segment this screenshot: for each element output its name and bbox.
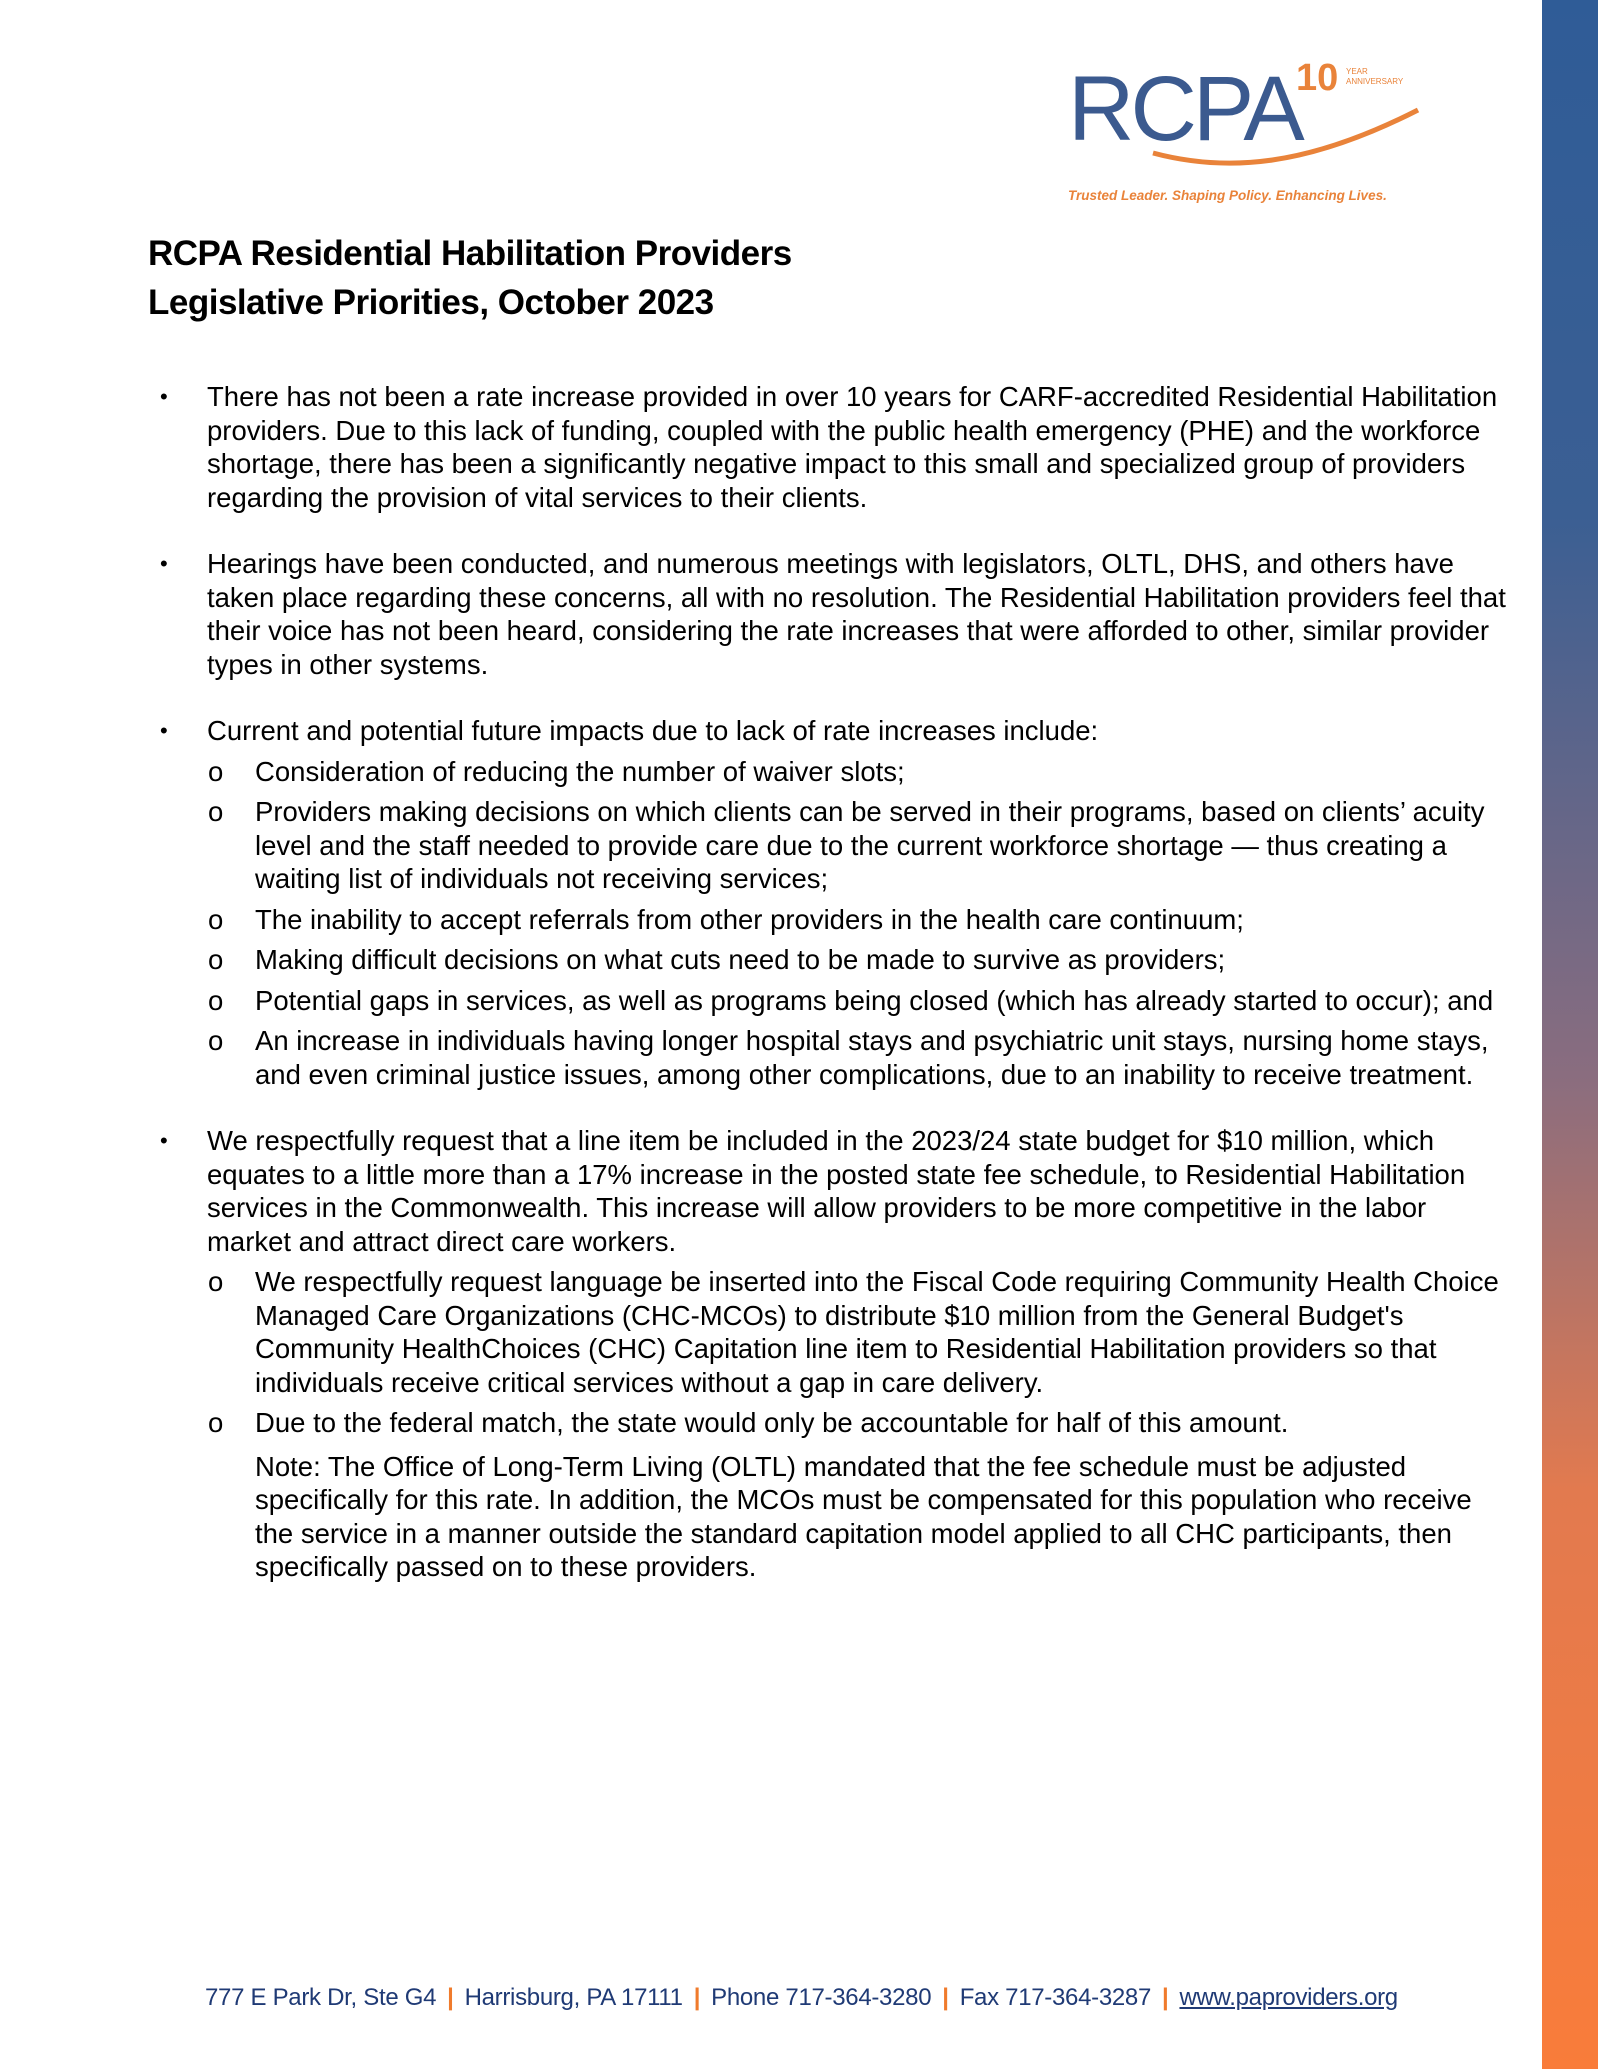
sub-item-text: The inability to accept referrals from other providers in the health care continuum; <box>255 903 1244 935</box>
footer-separator: | <box>447 1984 454 2011</box>
bullet-symbol: • <box>160 384 168 409</box>
sub-bullet-symbol: o <box>208 1266 224 1297</box>
sub-item <box>148 1265 1508 1399</box>
sub-bullet-symbol: o <box>208 984 224 1016</box>
footer-city: Harrisburg, PA 17111 <box>464 1984 683 2011</box>
sub-item-text: Providers making decisions on which clients can be served in their programs, based on clients’ acuity level and the staff needed to provide care due to the current workforce shortage — thus creating a waiting list of individuals not receiving services; <box>255 796 1485 894</box>
footer-contact <box>205 1984 1398 2012</box>
bullet-item <box>148 547 1508 681</box>
sub-item-text: Consideration of reducing the number of waiver slots; <box>255 755 905 787</box>
sub-bullet-symbol: o <box>208 1025 224 1056</box>
bullet-text: We respectfully request that a line item be included in the 2023/24 state budget for $10 million, which equates to a little more than a 17% increase in the posted state fee schedule, to Residential Habilitation services in the Commonwealth. This increase will allow providers to be more competitive in the labor market and attract direct care workers. <box>207 1125 1466 1257</box>
sub-item-text: Making difficult decisions on what cuts need to be made to survive as providers; <box>255 944 1226 975</box>
sub-bullet-symbol: o <box>208 796 224 827</box>
bullet-item <box>148 380 1508 514</box>
document-body <box>148 380 1508 1617</box>
bullet-item <box>148 714 1508 1091</box>
logo-tagline: Trusted Leader. Shaping Policy. Enhancing Lives. <box>1068 188 1387 203</box>
footer-phone: Phone 717-364-3280 <box>711 1984 932 2011</box>
website-link[interactable]: www.paproviders.org <box>1179 1984 1398 2011</box>
title-line-1: RCPA Residential Habilitation Providers <box>148 234 792 273</box>
sub-item <box>148 943 1508 977</box>
sub-bullet-symbol: o <box>208 755 224 787</box>
sub-bullet-symbol: o <box>208 903 224 935</box>
document-title <box>148 229 792 327</box>
decorative-side-bar <box>1542 0 1598 2069</box>
sub-item <box>148 1024 1508 1091</box>
title-line-2: Legislative Priorities, October 2023 <box>148 283 714 322</box>
note-paragraph: Note: The Office of Long-Term Living (OLTL) mandated that the fee schedule must be adjusted specifically for this rate. In addition, the MCOs must be compensated for this population who receive the service in a manner outside the standard capitation model applied to all CHC participants, then specifically passed on to these providers. <box>255 1450 1472 1582</box>
footer-separator: | <box>693 1984 701 2011</box>
sub-item <box>148 984 1508 1018</box>
logo-anniversary-number: 10 <box>1296 57 1339 99</box>
rcpa-logo <box>1058 48 1478 208</box>
sub-item-text: Potential gaps in services, as well as programs being closed (which has already started to occur); and <box>255 984 1494 1016</box>
footer-fax: Fax 717-364-3287 <box>959 1984 1152 2011</box>
sub-item-text: An increase in individuals having longer hospital stays and psychiatric unit stays, nursing home stays, and even criminal justice issues, among other complications, due to an inability to receive treatment. <box>255 1025 1489 1090</box>
sub-item <box>148 1406 1508 1440</box>
sub-item-text: We respectfully request language be inserted into the Fiscal Code requiring Community Health Choice Managed Care Organizations (CHC-MCOs) to distribute $10 million from the General Budget's Community HealthChoices (CHC) Capitation line item to Residential Habilitation providers so that individuals receive critical services without a gap in care delivery. <box>255 1266 1499 1398</box>
logo-text: RCPA <box>1068 58 1301 160</box>
footer-address: 777 E Park Dr, Ste G4 <box>205 1984 437 2011</box>
sub-item <box>148 755 1508 789</box>
bullet-text: There has not been a rate increase provided in over 10 years for CARF-accredited Residential Habilitation providers. Due to this lack of funding, coupled with the public health emergency (PHE) and the workforce shortage, there has been a significantly negative impact to this small and specialized group of providers regarding the provision of vital services to their clients. <box>207 381 1498 513</box>
bullet-symbol: • <box>160 551 168 576</box>
sub-bullet-symbol: o <box>208 1407 224 1438</box>
bullet-item <box>148 1124 1508 1584</box>
footer-separator: | <box>1162 1984 1169 2011</box>
logo-anniversary-year: YEAR <box>1346 67 1368 76</box>
sub-bullet-symbol: o <box>208 944 224 975</box>
footer-separator: | <box>942 1984 949 2011</box>
sub-item <box>148 903 1508 937</box>
bullet-symbol: • <box>160 1128 168 1153</box>
bullet-text: Current and potential future impacts due to lack of rate increases include: <box>207 715 1099 746</box>
sub-item-text: Due to the federal match, the state would only be accountable for half of this amount. <box>255 1407 1289 1438</box>
logo-anniversary-label: ANNIVERSARY <box>1346 77 1404 86</box>
bullet-symbol: • <box>160 718 168 743</box>
bullet-text: Hearings have been conducted, and numerous meetings with legislators, OLTL, DHS, and others have taken place regarding these concerns, all with no resolution. The Residential Habilitation providers feel that their voice has not been heard, considering the rate increases that were afforded to other, similar provider types in other systems. <box>207 548 1506 680</box>
sub-item <box>148 795 1508 896</box>
